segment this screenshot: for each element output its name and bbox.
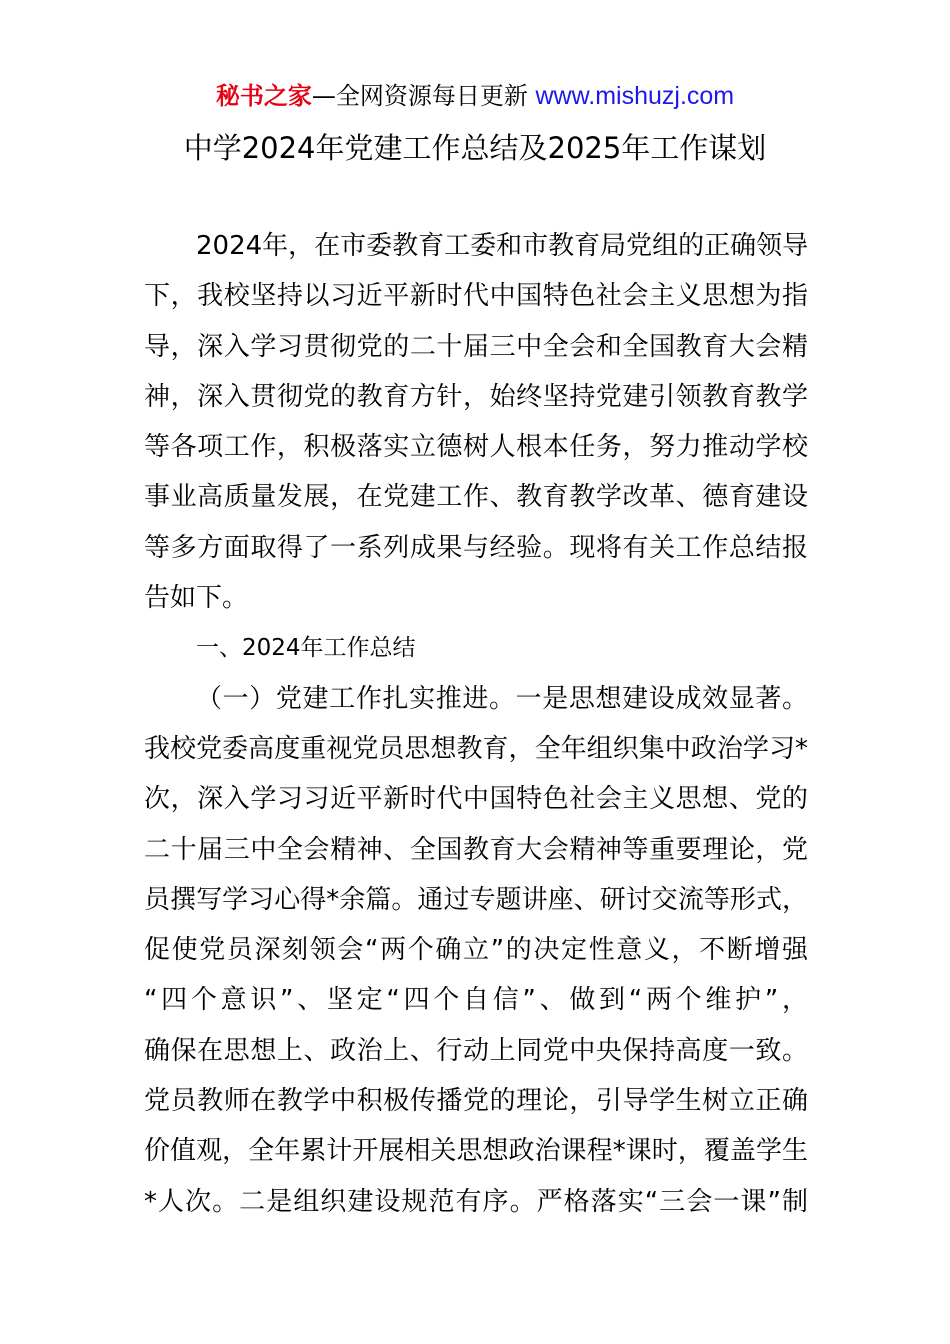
paragraph-line: 下，我校坚持以习近平新时代中国特色社会主义思想为指: [144, 281, 808, 312]
paragraph-line: 促使党员深刻领会“两个确立”的决定性意义，不断增强: [144, 935, 808, 966]
paragraph-line: 次，深入学习习近平新时代中国特色社会主义思想、党的: [144, 784, 808, 815]
paragraph-line: （一）党建工作扎实推进。一是思想建设成效显著。: [196, 683, 808, 714]
section-heading: 一、2024年工作总结: [196, 635, 416, 662]
paragraph-line: 我校党委高度重视党员思想教育，全年组织集中政治学习*: [144, 733, 808, 764]
paragraph-line: 价值观，全年累计开展相关思想政治课程*课时，覆盖学生: [144, 1136, 808, 1167]
paragraph-line: 员撰写学习心得*余篇。通过专题讲座、研讨交流等形式，: [144, 884, 808, 915]
paragraph-line: 神，深入贯彻党的教育方针，始终坚持党建引领教育教学: [144, 381, 808, 412]
header-slogan: —全网资源每日更新: [311, 82, 528, 110]
paragraph-line: “四个意识”、坚定“四个自信”、做到“两个维护”，: [144, 985, 808, 1016]
paragraph-line: 二十届三中全会精神、全国教育大会精神等重要理论，党: [144, 834, 808, 865]
site-header: [0, 80, 950, 112]
paragraph-line: *人次。二是组织建设规范有序。严格落实“三会一课”制: [144, 1186, 808, 1217]
paragraph-line: 导，深入学习贯彻党的二十届三中全会和全国教育大会精: [144, 331, 808, 362]
brand-name: 秘书之家: [215, 82, 312, 110]
paragraph-line: 事业高质量发展，在党建工作、教育教学改革、德育建设: [144, 482, 808, 513]
document-title: 中学2024年党建工作总结及2025年工作谋划: [183, 131, 767, 165]
paragraph-line: 告如下。: [144, 583, 249, 614]
paragraph-line: 等各项工作，积极落实立德树人根本任务，努力推动学校: [144, 432, 808, 463]
paragraph-line: 2024年，在市委教育工委和市教育局党组的正确领导: [196, 231, 809, 261]
paragraph-line: 等多方面取得了一系列成果与经验。现将有关工作总结报: [144, 532, 808, 563]
paragraph-line: 确保在思想上、政治上、行动上同党中央保持高度一致。: [144, 1035, 808, 1066]
paragraph-line: 党员教师在教学中积极传播党的理论，引导学生树立正确: [144, 1086, 808, 1117]
site-url-link[interactable]: www.mishuzj.com: [535, 82, 735, 110]
document-body: [144, 226, 808, 1232]
